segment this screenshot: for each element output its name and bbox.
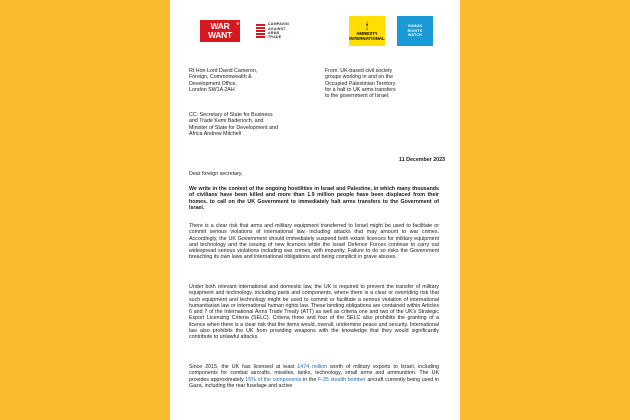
war-want-logo (200, 20, 240, 42)
war-want-line2: WANT (208, 30, 232, 40)
paragraph-text: in the (301, 376, 318, 383)
exports-value-link[interactable]: £474 million (297, 364, 328, 370)
logo-bar (200, 17, 446, 47)
caat-line: CAMPAIGN (268, 22, 289, 27)
caat-line: TRADE (268, 35, 282, 40)
registered-mark: ® (236, 21, 239, 26)
paragraph-text: aircraft currently being used in Gaza, including the rear fuselage and active (189, 376, 439, 389)
letter-page (170, 0, 460, 420)
hrw-logo (397, 16, 433, 46)
components-share-link[interactable]: 15% of the components (245, 376, 302, 383)
caat-wordmark (268, 22, 289, 39)
lead-paragraph: We write in the context of the ongoing hostilities in Israel and Palestine, in which many thousands of civilians have been killed and more than 1.9 million people have been displaced from their homes, to call on the UK Government to immediately halt arms transfers to the Government of Israel. (189, 186, 439, 211)
hrw-line: HUMAN (407, 24, 423, 29)
amnesty-wordmark (349, 31, 385, 41)
amnesty-logo (349, 16, 385, 46)
amnesty-line: INTERNATIONAL (349, 35, 385, 41)
candle-icon: 🕯 (365, 20, 369, 31)
salutation: Dear foreign secretary, (189, 171, 243, 177)
war-want-line1: WAR (210, 21, 230, 31)
letter-date: 11 December 2023 (399, 157, 445, 163)
sender-block: From: UK-based civil society groups working in and on the Occupied Palestinian Territory for a halt to UK arms transfers to the government of Israel. (325, 68, 396, 100)
paragraph-text: Since 2015, the UK has licensed at least (189, 364, 298, 370)
caat-stripes-icon (256, 24, 265, 38)
hrw-wordmark (408, 24, 423, 38)
caat-line: ARMS (268, 31, 280, 35)
caat-logo (256, 17, 310, 45)
cc-recipients: CC: Secretary of State for Business and Trade Kemi Badenoch, and Minister of State for Development and Africa Andrew Mitchell (189, 112, 278, 137)
paragraph: There is a clear risk that arms and military equipment transferred to Israel might be used to facilitate or commit serious violations of international law, including attacks that may amount to war crimes. Accordingly, the UK Government should immediately suspend both extant licences for military equipment and technology and the issuing of new licences while the Israel Defence Forces continue to carry out widespread serious violations including war crimes, with impunity. Failure to do so risks the Government breaching its own laws and international obligations and being complicit in grave abuses. (189, 223, 439, 261)
caat-line: AGAINST (268, 26, 286, 31)
hrw-line: RIGHTS (407, 28, 423, 33)
hrw-line: WATCH (408, 33, 422, 38)
f35-link[interactable]: F-35 stealth bomber (317, 376, 366, 383)
paragraph: Under both relevant international and domestic law, the UK is required to prevent the transfer of military equipment and technology, including parts and components, where there is a clear or overriding risk that such equipment and technology might be used to commit or facilitate a serious violation of international humanitarian law or international human rights law. These binding obligations are contained within Articles 6 and 7 of the International Arms Trade Treaty (ATT) as well as criteria one and two of the UK's Strategic Export Licensing Criteria (SELC). Criteria three and four of the SELC also prohibits the granting of a licence when there is a clear risk that the items would, overall, undermine peace and security. International law also prohibits the UK from providing weapons with the knowledge that they would significantly contribute to unlawful attacks. (189, 284, 439, 341)
paragraph-text: worth of military exports to Israel, including components for combat aircrafts, missiles, tanks, technology, small arms and ammunition. The UK provides approximately (189, 364, 439, 383)
paragraph (189, 364, 439, 389)
amnesty-line: AMNESTY (356, 30, 378, 36)
recipient-address: Rt Hon Lord David Cameron, Foreign, Commonwealth & Development Office, London SW1A 2AH (189, 68, 258, 93)
